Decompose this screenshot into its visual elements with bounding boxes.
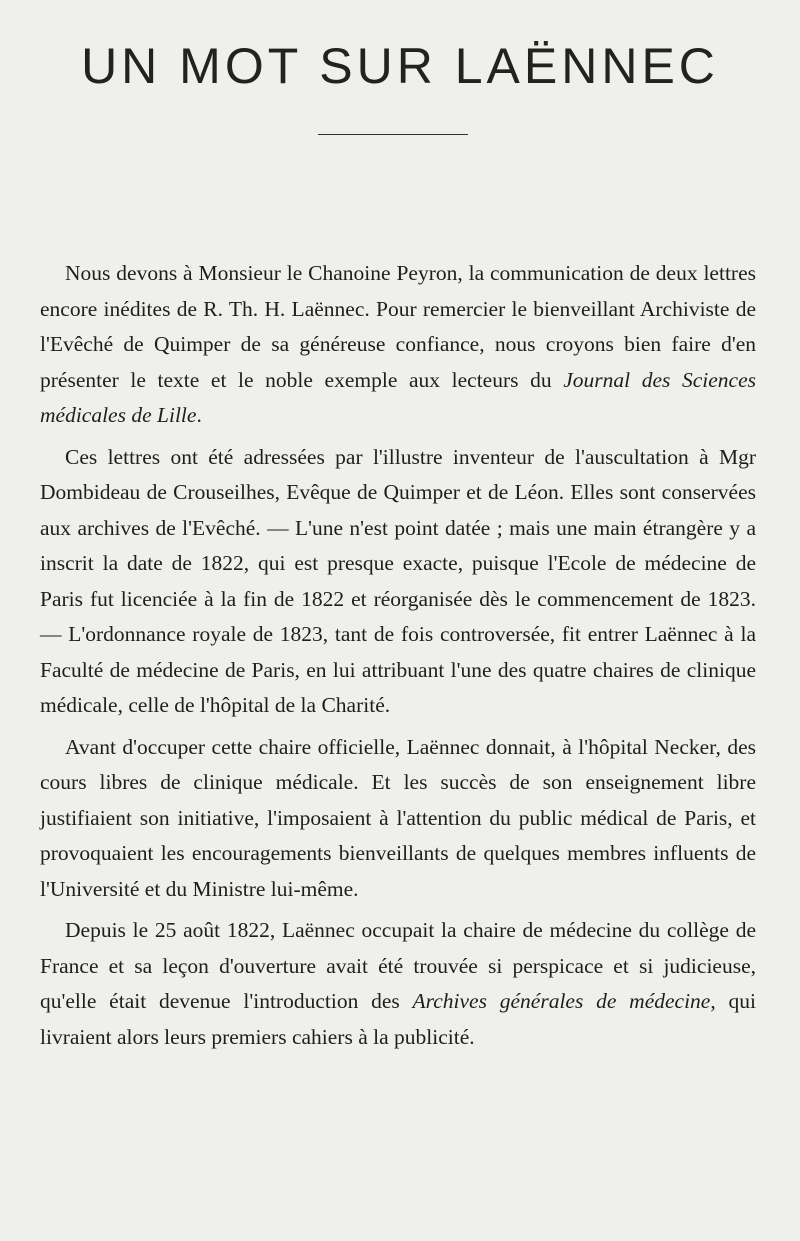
paragraph-1-end: .: [196, 403, 202, 427]
archives-title: Archives générales de médecine: [412, 989, 711, 1013]
page-title: UN MOT SUR LAËNNEC: [81, 38, 719, 94]
journal-title: Journal des Sciences médicales de Lille: [40, 367, 756, 427]
paragraph-1-text: Nous devons à Monsieur le Chanoine Peyron, la communication de deux lettres encore inédites de R. Th. H. Laënnec. Pour remercier le bienveillant Archiviste de l'Evêché de Quimper de sa généreuse confiance, nous croyons bien faire d'en présenter le texte et le noble exemple aux lecteurs du: [40, 261, 756, 392]
paragraph-4-end: , qui livraient alors leurs premiers cahiers à la publicité.: [40, 989, 756, 1049]
article-body: [40, 256, 756, 1061]
paragraph-4-text: Depuis le 25 août 1822, Laënnec occupait la chaire de médecine du collège de France et sa leçon d'ouverture avait été trouvée si perspicace et si judicieuse, qu'elle était devenue l'introduction des: [40, 918, 756, 1013]
paragraph-1: [40, 256, 756, 434]
paragraph-3: Avant d'occuper cette chaire officielle, Laënnec donnait, à l'hôpital Necker, des cours libres de clinique médicale. Et les succès de son enseignement libre justifiaient son initiative, l'imposaient à l'attention du public médical de Paris, et provoquaient les encouragements bienveillants de quelques membres influents de l'Université et du Ministre lui-même.: [40, 734, 756, 901]
paragraph-4: [40, 913, 756, 1055]
title-divider: [318, 134, 468, 135]
paragraph-2: Ces lettres ont été adressées par l'illustre inventeur de l'auscultation à Mgr Dombideau de Crouseilhes, Evêque de Quimper et de Léon. Elles sont conservées aux archives de l'Evêché. — L'une n'est point datée ; mais une main étrangère y a inscrit la date de 1822, qui est presque exacte, puisque l'Ecole de médecine de Paris fut licenciée à la fin de 1822 et réorganisée dès le commencement de 1823. — L'ordonnance royale de 1823, tant de fois controversée, fit entrer Laënnec à la Faculté de médecine de Paris, en lui attribuant l'une des quatre chaires de clinique médicale, celle de l'hôpital de la Charité.: [40, 444, 756, 717]
